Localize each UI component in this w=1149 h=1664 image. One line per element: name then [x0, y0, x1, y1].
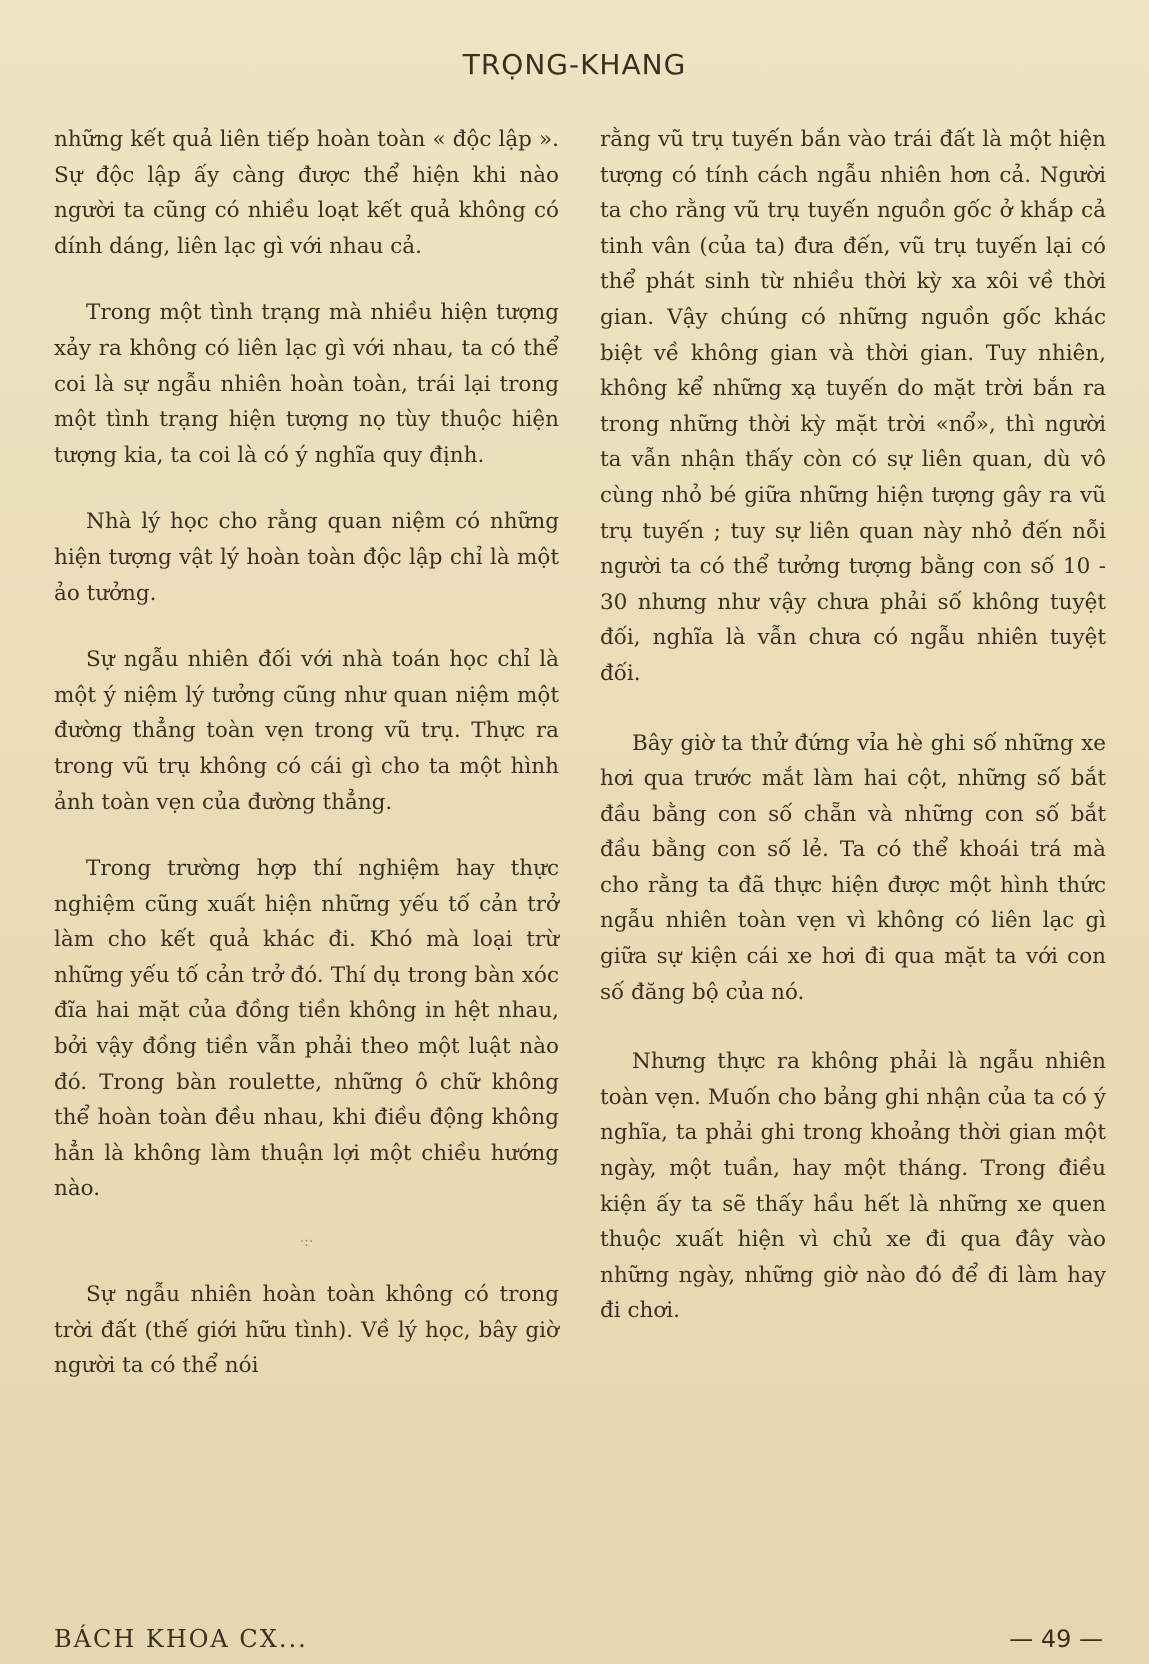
author-title: TRỌNG-KHANG [462, 48, 687, 81]
paragraph: Nhưng thực ra không phải là ngẫu nhiên toàn vẹn. Muốn cho bảng ghi nhận của ta có ý nghĩa, ta phải ghi trong khoảng thời gian một ngày, một tuần, hay một tháng. Trong điều kiện ấy ta sẽ thấy hầu hết là những xe quen thuộc xuất hiện vì chủ xe đi qua đây vào những ngày, những giờ nào đó để đi làm hay đi chơi. [600, 1049, 1106, 1324]
left-column [54, 122, 559, 1384]
paragraph: Nhà lý học cho rằng quan niệm có những hiện tượng vật lý hoàn toàn độc lập chỉ là một ảo tưởng. [54, 509, 559, 606]
paragraph: rằng vũ trụ tuyến bắn vào trái đất là một hiện tượng có tính cách ngẫu nhiên hơn cả. Người ta cho rằng vũ trụ tuyến nguồn gốc ở khắp cả tinh vân (của ta) đưa đến, vũ trụ tuyến lại có thể phát sinh từ nhiều thời kỳ xa xôi về thời gian. Vậy chúng có những nguồn gốc khác biệt về không gian và thời gian. Tuy nhiên, không kể những xạ tuyến do mặt trời bắn ra trong những thời kỳ mặt trời «nổ», thì người ta vẫn nhận thấy còn có sự liên quan, dù vô cùng nhỏ bé giữa những hiện tượng gây ra vũ trụ tuyến ; tuy sự liên quan này nhỏ đến nỗi người ta có thể tưởng tượng bằng con số 10 - 30 nhưng như vậy chưa phải số không tuyệt đối, nghĩa là vẫn chưa có ngẫu nhiên tuyệt đối. [600, 127, 1106, 686]
right-column [600, 122, 1106, 1329]
running-header [0, 48, 1149, 81]
paragraph: Sự ngẫu nhiên đối với nhà toán học chỉ là một ý niệm lý tưởng cũng như quan niệm một đường thẳng toàn vẹn trong vũ trụ. Thực ra trong vũ trụ không có cái gì cho ta một hình ảnh toàn vẹn của đường thẳng. [54, 647, 559, 815]
paragraph: Sự ngẫu nhiên hoàn toàn không có trong trời đất (thế giới hữu tình). Về lý học, bây giờ người ta có thể nói [54, 1282, 559, 1379]
paragraph: Trong một tình trạng mà nhiều hiện tượng xảy ra không có liên lạc gì với nhau, ta có thể coi là sự ngẫu nhiên hoàn toàn, trái lại trong một tình trạng hiện tượng nọ tùy thuộc hiện tượng kia, ta coi là có ý nghĩa quy định. [54, 300, 559, 468]
paragraph: những kết quả liên tiếp hoàn toàn « độc lập ». Sự độc lập ấy càng được thể hiện khi nào người ta cũng có nhiều loạt kết quả không có dính dáng, liên lạc gì với nhau cả. [54, 127, 559, 259]
paragraph: Bây giờ ta thử đứng vỉa hè ghi số những xe hơi qua trước mắt làm hai cột, những số bắt đầu bằng con số chẵn và những con số bắt đầu bằng con số lẻ. Ta có thể khoái trá mà cho rằng ta đã thực hiện được một hình thức ngẫu nhiên toàn vẹn vì không có liên lạc gì giữa sự kiện cái xe hơi đi qua mặt ta với con số đăng bộ của nó. [600, 730, 1106, 1005]
publication-name: BÁCH KHOA CX... [54, 1625, 308, 1653]
paragraph: Trong trường hợp thí nghiệm hay thực nghiệm cũng xuất hiện những yếu tố cản trở làm cho kết quả khác đi. Khó mà loại trừ những yếu tố cản trở đó. Thí dụ trong bàn xóc đĩa hai mặt của đồng tiền không in hệt nhau, bởi vậy đồng tiền vẫn phải theo một luật nào đó. Trong bàn roulette, những ô chữ không thể hoàn toàn đều nhau, khi điều động không hẳn là không làm thuận lợi một chiều hướng nào. [54, 856, 559, 1202]
section-ornament: ·:· [299, 1234, 314, 1251]
page-number: — 49 — [1009, 1625, 1103, 1653]
